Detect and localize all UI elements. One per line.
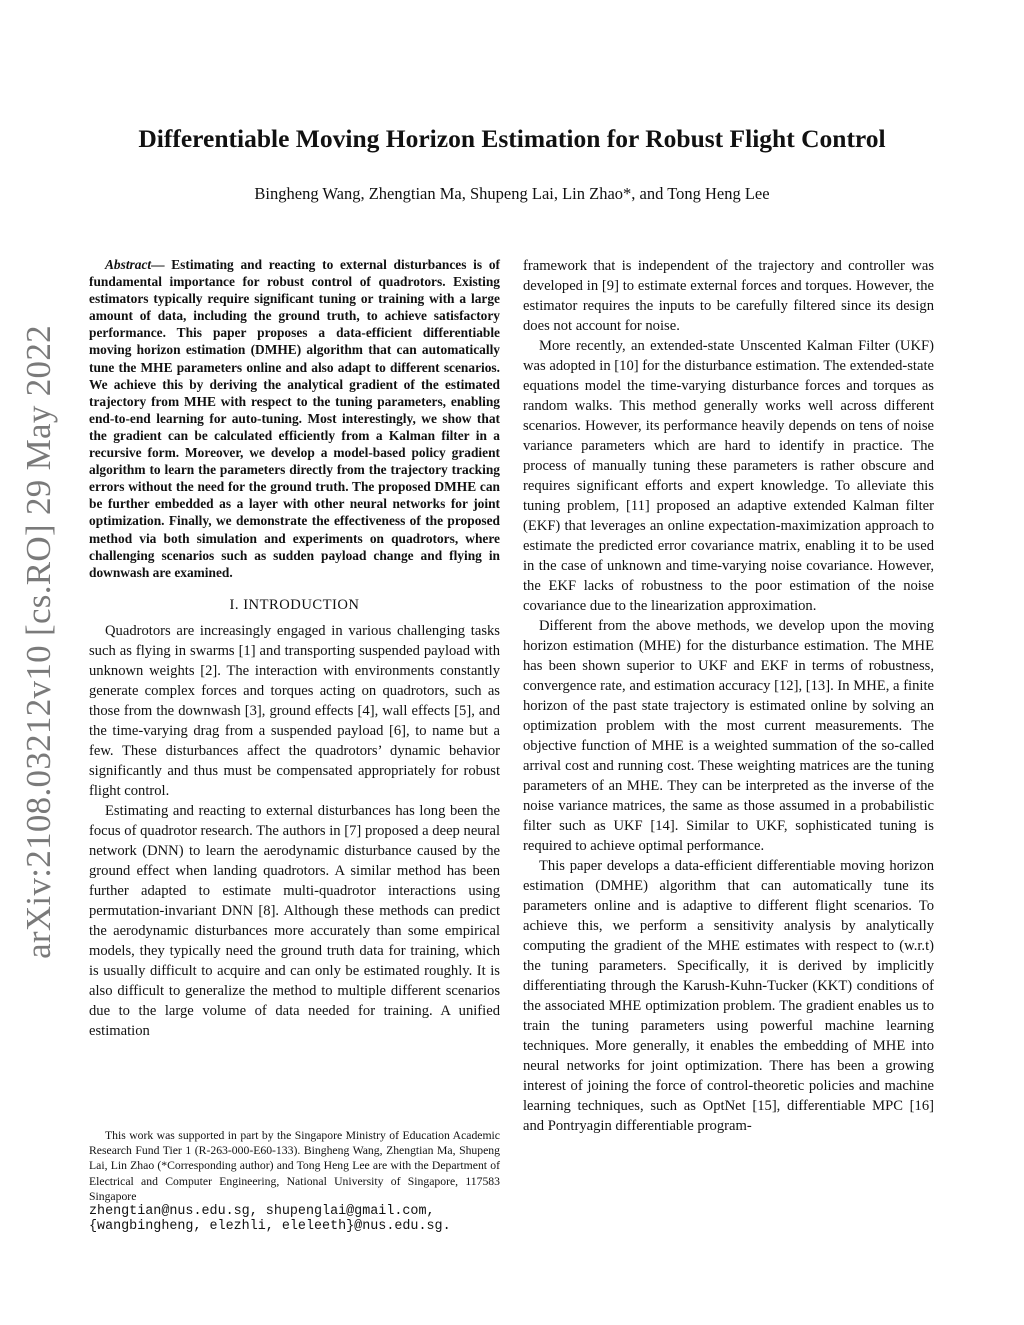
abstract-text: — Estimating and reacting to external disturbances is of fundamental importance for robust control of quadrotors. Existing estimators typically require significant tuning or training with a large amount of data, including the ground truth, to achieve satisfactory performance. This paper proposes a data-efficient differentiable moving horizon estimation (DMHE) algorithm that can automatically tune the MHE parameters online and also adapt to different scenarios. We achieve this by deriving the analytical gradient of the estimated trajectory from MHE with respect to the tuning parameters, enabling end-to-end learning for auto-tuning. Most interestingly, we show that the gradient can be calculated efficiently from a Kalman filter in a recursive form. Moreover, we develop a model-based policy gradient algorithm to learn the parameters directly from the trajectory tracking errors without the need for the ground truth. The proposed DMHE can be further embedded as a layer with other neural networks for joint optimization. Finally, we demonstrate the effectiveness of the proposed method via both simulation and experiments on quadrotors, where challenging scenarios such as sudden payload change and flying in downwash are examined. <box>89 257 500 580</box>
abstract-label: Abstract <box>105 257 152 272</box>
paper-title: Differentiable Moving Horizon Estimation for Robust Flight Control <box>138 124 886 153</box>
paragraph: This paper develops a data-efficient differentiable moving horizon estimation (DMHE) algorithm that can automatically tune its parameters online and is adaptive to different flight scenarios. To achieve this, we perform a sensitivity analysis by analytically computing the gradient of the MHE estimates with respect to (w.r.t) the tuning parameters. Specifically, it is derived by implicitly differentiating through the Karush-Kuhn-Tucker (KKT) conditions of the associated MHE optimization problem. The gradient enables us to train the tuning parameters using powerful machine learning techniques. More generally, it enables the embedding of MHE into neural networks for joint optimization. There has been a growing interest of joining the force of control-theoretic policies and machine learning techniques, such as OptNet [15], differentiable MPC [16] and Pontryagin differentiable program- <box>523 858 934 1134</box>
abstract <box>89 256 500 581</box>
paragraph: Estimating and reacting to external disturbances has long been the focus of quadrotor research. The authors in [7] proposed a deep neural network (DNN) to learn the aerodynamic disturbance caused by the ground effect when landing quadrotors. A similar method has been further adapted to estimate multi-quadrotor interactions using permutation-invariant DNN [8]. Although these methods can predict the aerodynamic disturbances more accurately than some empirical models, they typically need the ground truth data for training, which is usually difficult to acquire and can only be estimated roughly. It is also difficult to generalize the method to multiple different scenarios due to the large volume of data needed for training. A unified estimation <box>89 802 500 1039</box>
section-heading-introduction: I. INTRODUCTION <box>229 596 360 613</box>
paragraph: More recently, an extended-state Unscented Kalman Filter (UKF) was adopted in [10] for the disturbance estimation. The extended-state equations model the time-varying disturbance forces and torques as random walks. This method generally works well across different scenarios. However, its performance heavily depends on tens of noise variance parameters which are hard to identify in practice. The process of manually tuning these parameters is rather obscure and requires significant efforts and expert knowledge. To alleviate this tuning problem, [11] proposed an adaptive extended Kalman filter (EKF) that leverages an online expectation-maximization approach to estimate the predicted error covariance matrix, enabling it to be used in the case of unknown and time-varying noise covariance. However, the EKF lacks of robustness to the poor estimation of the noise covariance due to the linearization approximation. <box>523 338 934 614</box>
paragraph: Different from the above methods, we develop upon the moving horizon estimation (MHE) for the disturbance estimation. The MHE has been shown superior to UKF and EKF in terms of robustness, convergence rate, and estimation accuracy [12], [13]. In MHE, a finite horizon of the past state trajectory is estimated online by solving an optimization problem with the most current measurements. The objective function of MHE is a weighted summation of the so-called arrival cost and running cost. These weighting matrices are the tuning parameters of an MHE. They can be interpreted as the inverse of the noise variance matrices, the same as those assumed in a probabilistic filter such as UKF [14]. Similar to UKF, sophisticated tuning is required to achieve optimal performance. <box>523 618 934 854</box>
arxiv-stamp-text: arXiv:2108.03212v10 [cs.RO] 29 May 2022 <box>19 325 59 959</box>
paragraph: framework that is independent of the trajectory and controller was developed in [9] to estimate external forces and torques. However, the estimator requires the inputs to be carefully filtered since its design does not account for noise. <box>523 258 934 334</box>
right-column <box>523 256 934 1136</box>
footnote-email-line: zhengtian@nus.edu.sg, shupenglai@gmail.com, <box>89 1204 435 1220</box>
paragraph: Quadrotors are increasingly engaged in various challenging tasks such as flying in swarms [1] and transporting suspended payload with unknown weights [2]. The interaction with environments constantly generate complex forces and torques acting on quadrotors, such as those from the downwash [3], ground effects [4], wall effects [5], and the time-varying drag from a suspended payload [6], to name but a few. These disturbances affect the quadrotors’ dynamic behavior significantly and thus must be compensated appropriately for robust flight control. <box>89 622 500 799</box>
arxiv-stamp <box>8 325 70 959</box>
footnote-email-line: {wangbingheng, elezhli, eleleeth}@nus.edu.sg. <box>89 1219 451 1235</box>
footnote <box>89 1128 500 1234</box>
author-list: Bingheng Wang, Zhengtian Ma, Shupeng Lai, Lin Zhao*, and Tong Heng Lee <box>254 184 770 203</box>
footnote-text: This work was supported in part by the Singapore Ministry of Education Academic Research Fund Tier 1 (R-263-000-E60-133). Bingheng Wang, Zhengtian Ma, Shupeng Lai, Lin Zhao (*Corresponding author) and Tong Heng Lee are with the Department of Electrical and Computer Engineering, National University of Singapore, 117583 Singapore <box>89 1129 500 1203</box>
left-column <box>89 256 500 1041</box>
